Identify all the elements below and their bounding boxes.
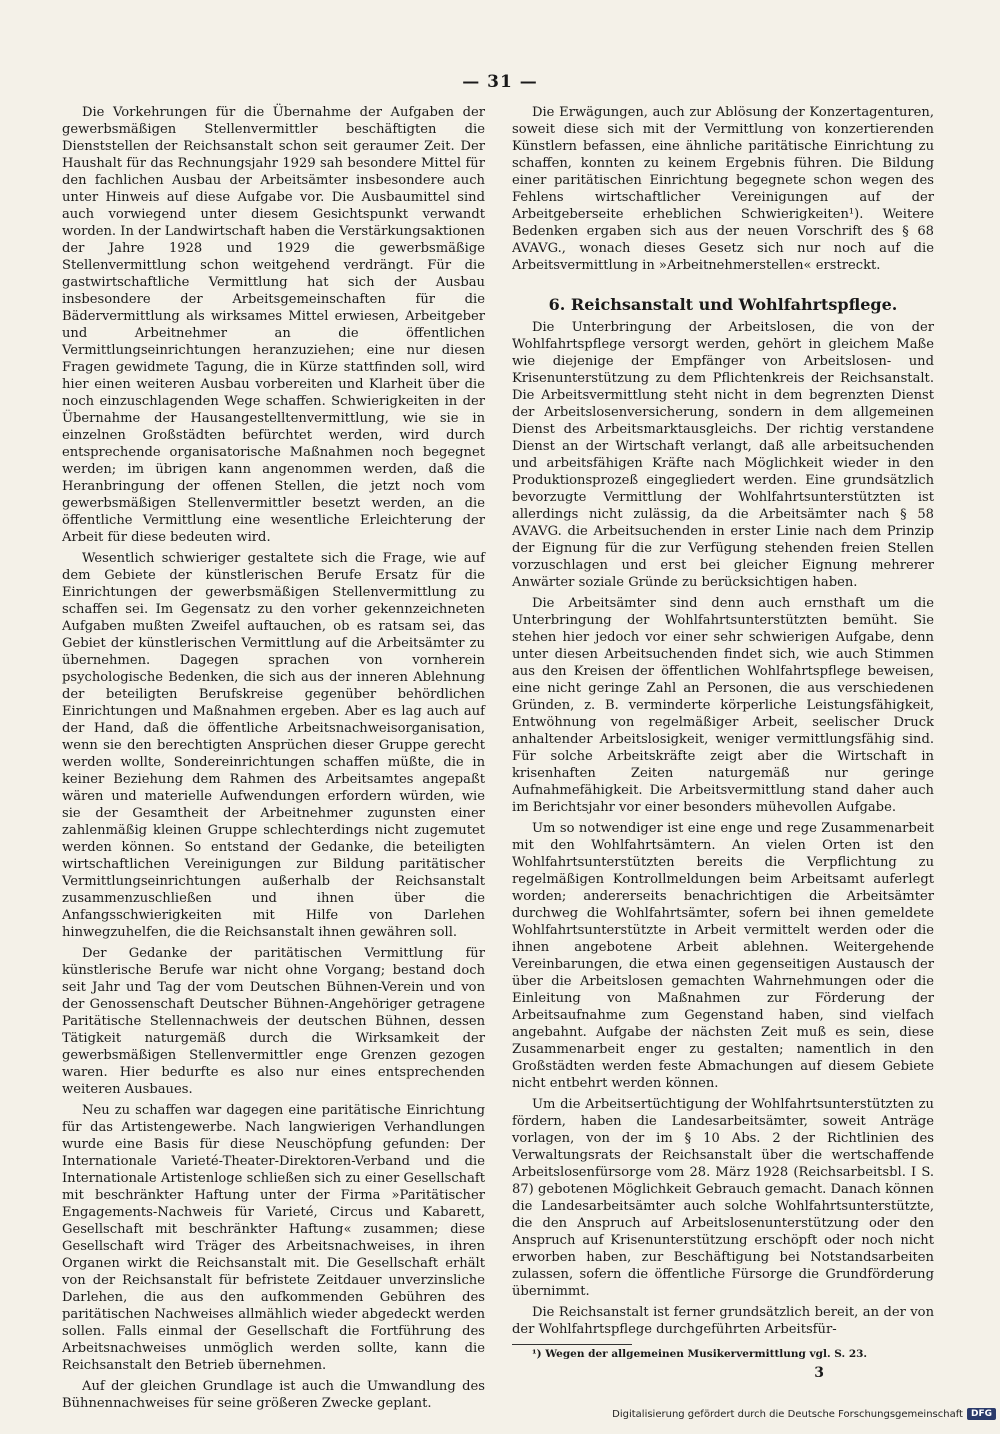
paragraph: Die Arbeitsämter sind denn auch ernsthaft um die Unterbringung der Wohlfahrtsunterstützten bemüht. Sie stehen hier jedoch vor einer sehr schwierigen Aufgabe, denn unter diesen Arbeitsuchenden findet sich, wie auch Stimmen aus den Kreisen der öffentlichen Wohlfahrtspflege beweisen, eine nicht geringe Zahl an Personen, die aus verschiedenen Gründen, z. B. verminderte körperliche Leistungsfähigkeit, Entwöhnung von regelmäßiger Arbeit, seelischer Druck anhaltender Arbeitslosigkeit, weniger vermittlungsfähig sind. Für solche Arbeitskräfte zeigt aber die Wirtschaft in krisenhaften Zeiten naturgemäß nur geringe Aufnahmefähigkeit. Die Arbeitsvermittlung stand daher auch im Berichtsjahr vor einer besonders mühevollen Aufgabe. [512, 596, 934, 815]
footnote-divider [512, 1344, 632, 1345]
paragraph: Wesentlich schwieriger gestaltete sich die Frage, wie auf dem Gebiete der künstlerischen Berufe Ersatz für die Einrichtungen der gewerbsmäßigen Stellenvermittlung zu schaffen sei. Im Gegensatz zu den vorher gekennzeichneten Aufgaben mußten Zweifel auftauchen, ob es ratsam sei, das Gebiet der künstlerischen Vermittlung auf die Arbeitsämter zu übernehmen. Dagegen sprachen von vornherein psychologische Bedenken, die sich aus der inneren Ablehnung der beteiligten Berufskreise gegenüber behördlichen Einrichtungen und Maßnahmen ergeben. Aber es lag auch auf der Hand, daß die öffentliche Arbeitsnachweisorganisation, wenn sie den berechtigten Ansprüchen dieser Gruppe gerecht werden wollte, Sondereinrichtungen schaffen müßte, die in keiner Beziehung dem Rahmen des Arbeitsamtes angepaßt wären und materielle Aufwendungen erfordern würden, wie sie der Gesamtheit der Arbeitnehmer zugunsten einer zahlenmäßig kleinen Gruppe schlechterdings nicht zugemutet werden können. So entstand der Gedanke, die beteiligten wirtschaftlichen Vereinigungen zur Bildung paritätischer Vermittlungseinrichtungen außerhalb der Reichsanstalt zusammenzuschließen und ihnen über die Anfangsschwierigkeiten mit Hilfe von Darlehen hinwegzuhelfen, die die Reichsanstalt ihnen gewähren soll. [62, 551, 485, 940]
dfg-logo: DFG [967, 1408, 996, 1420]
section-heading: 6. Reichsanstalt und Wohlfahrtspflege. [548, 295, 898, 314]
paragraph: Um die Arbeitsertüchtigung der Wohlfahrtsunterstützten zu fördern, haben die Landesarbeitsämter, soweit Anträge vorlagen, von der im § 10 Abs. 2 der Richtlinien des Verwaltungsrats der Reichsanstalt über die wertschaffende Arbeitslosenfürsorge vom 28. März 1928 (Reichsarbeitsbl. I S. 87) gebotenen Möglichkeit Gebrauch gemacht. Danach können die Landesarbeitsämter auch solche Wohlfahrtsunterstützte, die den Anspruch auf Arbeitslosenunterstützung oder den Anspruch auf Krisenunterstützung erschöpft oder noch nicht erworben haben, zur Beschäftigung bei Notstandsarbeiten zulassen, sofern die öffentliche Fürsorge die Grundförderung übernimmt. [512, 1097, 934, 1299]
paragraph: Auf der gleichen Grundlage ist auch die Umwandlung des Bühnennachweises für seine größeren Zwecke geplant. [62, 1379, 485, 1411]
paragraph: Um so notwendiger ist eine enge und rege Zusammenarbeit mit den Wohlfahrtsämtern. An vielen Orten ist den Wohlfahrtsunterstützten bereits die Verpflichtung zu regelmäßigen Kontrollmeldungen beim Arbeitsamt auferlegt worden; andererseits benachrichtigen die Arbeitsämter durchweg die Wohlfahrtsämter, sofern bei ihnen gemeldete Wohlfahrtsunterstützte in Arbeit vermittelt werden oder die ihnen angebotene Arbeit ablehnen. Weitergehende Vereinbarungen, die etwa einen gegenseitigen Austausch der über die Arbeitslosen gemachten Wahrnehmungen oder die Einleitung von Maßnahmen zur Förderung der Arbeitsaufnahme zum Gegenstand haben, sind vielfach angebahnt. Aufgabe der nächsten Zeit muß es sein, diese Zusammenarbeit enger zu gestalten; namentlich in den Großstädten werden feste Abmachungen auf diesem Gebiete nicht entbehrt werden können. [512, 821, 934, 1091]
page-number: — 31 — [462, 72, 538, 92]
paragraph: Der Gedanke der paritätischen Vermittlung für künstlerische Berufe war nicht ohne Vorgang; bestand doch seit Jahr und Tag der vom Deutschen Bühnen-Verein und von der Genossenschaft Deutscher Bühnen-Angehöriger getragene Paritätische Stellennachweis der deutschen Bühnen, dessen Tätigkeit naturgemäß durch die Wirksamkeit der gewerbsmäßigen Stellenvermittler enge Grenzen gezogen waren. Hier bedurfte es also nur eines entsprechenden weiteren Ausbaues. [62, 946, 485, 1097]
paragraph: Die Erwägungen, auch zur Ablösung der Konzertagenturen, soweit diese sich mit der Vermittlung von konzertierenden Künstlern befassen, eine ähnliche paritätische Einrichtung zu schaffen, konnten zu keinem Ergebnis führen. Die Bildung einer paritätischen Einrichtung begegnete schon wegen des Fehlens wirtschaftlicher Vereinigungen auf der Arbeitgeberseite erheblichen Schwierigkeiten¹). Weitere Bedenken ergaben sich aus der neuen Vorschrift des § 68 AVAVG., wonach dieses Gesetz sich nur noch auf die Arbeitsvermittlung in »Arbeitnehmerstellen« erstreckt. [512, 105, 934, 273]
paragraph: Die Vorkehrungen für die Übernahme der Aufgaben der gewerbsmäßigen Stellenvermittler beschäftigten die Dienststellen der Reichsanstalt schon seit geraumer Zeit. Der Haushalt für das Rechnungsjahr 1929 sah besondere Mittel für den fachlichen Ausbau der Arbeitsämter insbesondere auch unter Hinweis auf diese Aufgabe vor. Die Ausbaumittel sind auch vorwiegend unter diesem Gesichtspunkt verwandt worden. In der Landwirtschaft haben die Verstärkungsaktionen der Jahre 1928 und 1929 die gewerbsmäßige Stellenvermittlung schon weitgehend verdrängt. Für die gastwirtschaftliche Vermittlung hat sich der Ausbau insbesondere der Arbeitsgemeinschaften für die Bädervermittlung als wirksames Mittel erwiesen, Arbeitgeber und Arbeitnehmer an die öffentlichen Vermittlungseinrichtungen heranzuziehen; eine nur diesen Fragen gewidmete Tagung, die in Kürze stattfinden soll, wird hier einen weiteren Ausbau vorbereiten und Klarheit über die noch einzuschlagenden Wege schaffen. Schwierigkeiten in der Übernahme der Hausangestelltenvermittlung, wie sie in einzelnen Großstädten befürchtet werden, wird durch entsprechende organisatorische Maßnahmen noch begegnet werden; im übrigen kann angenommen werden, daß die Heranbringung der offenen Stellen, die jetzt noch vom gewerbsmäßigen Stellenvermittler besetzt werden, an die öffentliche Vermittlung eine wesentliche Erleichterung der Arbeit für diese bedeuten wird. [62, 105, 485, 545]
footnote: ¹) Wegen der allgemeinen Musikervermittlung vgl. S. 23. [532, 1348, 868, 1360]
left-column [62, 104, 485, 1416]
right-column [512, 104, 934, 1382]
footer-text: Digitalisierung gefördert durch die Deutsche Forschungsgemeinschaft [612, 1408, 963, 1420]
paragraph: Die Unterbringung der Arbeitslosen, die von der Wohlfahrtspflege versorgt werden, gehört in gleichem Maße wie diejenige der Empfänger von Arbeitslosen- und Krisenunterstützung zu dem Pflichtenkreis der Reichsanstalt. Die Arbeitsvermittlung steht nicht in dem begrenzten Dienst der Arbeitslosenversicherung, sondern in dem allgemeinen Dienst des Arbeitsmarktausgleichs. Der richtig verstandene Dienst an der Wirtschaft verlangt, daß alle arbeitsuchenden und arbeitsfähigen Kräfte nach Möglichkeit wieder in den Produktionsprozeß eingegliedert werden. Eine grundsätzlich bevorzugte Vermittlung der Wohlfahrtsunterstützten ist allerdings nicht zulässig, da die Arbeitsämter nach § 58 AVAVG. die Arbeitsuchenden in erster Linie nach dem Prinzip der Eignung für die zur Verfügung stehenden freien Stellen vorzuschlagen und erst bei gleicher Eignung mehrerer Anwärter soziale Gründe zu berücksichtigen haben. [512, 320, 934, 590]
paragraph: Die Reichsanstalt ist ferner grundsätzlich bereit, an der von der Wohlfahrtspflege durchgeführten Arbeitsfür- [512, 1305, 934, 1337]
paragraph: Neu zu schaffen war dagegen eine paritätische Einrichtung für das Artistengewerbe. Nach langwierigen Verhandlungen wurde eine Basis für diese Neuschöpfung gefunden: Der Internationale Varieté-Theater-Direktoren-Verband und die Internationale Artistenloge schließen sich zu einer Gesellschaft mit beschränkter Haftung unter der Firma »Paritätischer Engagements-Nachweis für Varieté, Circus und Kabarett, Gesellschaft mit beschränkter Haftung« zusammen; diese Gesellschaft wird Träger des Arbeitsnachweises, in ihren Organen wirkt die Reichsanstalt mit. Die Gesellschaft erhält von der Reichsanstalt für befristete Zeitdauer unverzinsliche Darlehen, die aus den aufkommenden Gebühren des paritätischen Nachweises allmählich wieder abgedeckt werden sollen. Falls einmal der Gesellschaft die Fortführung des Arbeitsnachweises unmöglich werden sollte, kann die Reichsanstalt den Betrieb übernehmen. [62, 1103, 485, 1373]
footer [612, 1408, 996, 1420]
signature-mark: 3 [814, 1365, 824, 1381]
